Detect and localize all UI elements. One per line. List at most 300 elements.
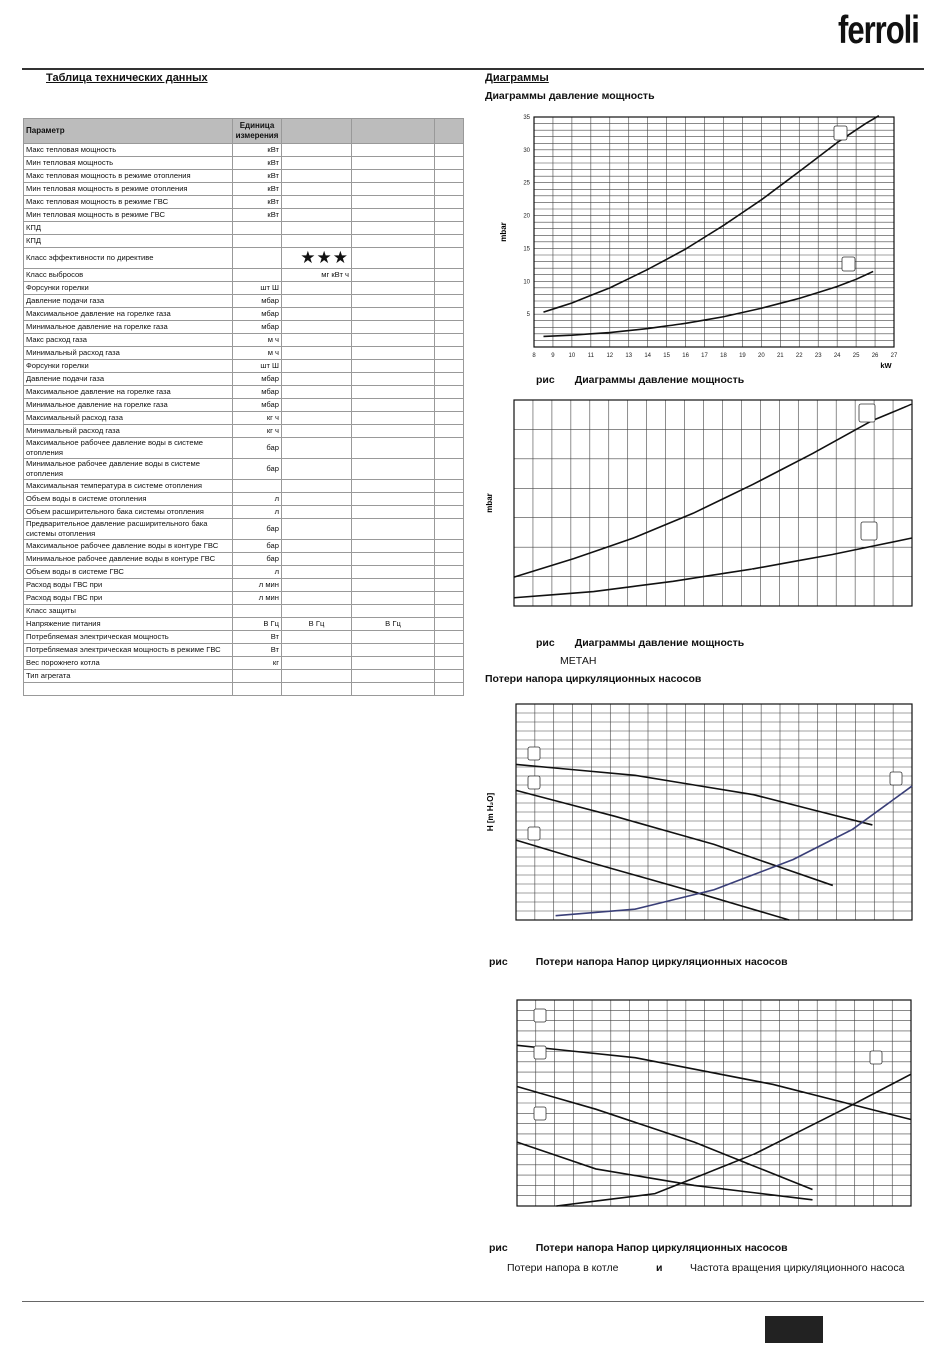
value-cell xyxy=(435,222,464,235)
fig3-caption: рис Потери напора Напор циркуляционных насосов xyxy=(489,956,788,968)
x-tick-label: 19 xyxy=(739,353,746,359)
legend-note-a: Потери напора в котле xyxy=(507,1262,619,1274)
value-cell xyxy=(435,553,464,566)
value-cell xyxy=(435,644,464,657)
x-tick-label: 23 xyxy=(814,353,822,359)
unit-cell: мбар xyxy=(233,386,282,399)
y-axis-label: mbar xyxy=(499,222,508,242)
x-tick-label: 22 xyxy=(795,353,803,359)
value-cell xyxy=(282,399,352,412)
table-row xyxy=(24,618,464,631)
table-row xyxy=(24,308,464,321)
pump-head-chart-2 xyxy=(505,996,915,1208)
unit-cell xyxy=(233,605,282,618)
value-cell xyxy=(352,644,435,657)
header-rule xyxy=(22,68,924,70)
value-cell xyxy=(435,373,464,386)
value-cell xyxy=(352,553,435,566)
table-row xyxy=(24,553,464,566)
value-cell xyxy=(352,196,435,209)
value-cell xyxy=(282,157,352,170)
table-header-cell xyxy=(435,119,464,144)
table-row xyxy=(24,657,464,670)
unit-cell: кВт xyxy=(233,170,282,183)
param-cell: Вес порожнего котла xyxy=(24,657,233,670)
value-cell xyxy=(282,592,352,605)
curve-marker-box xyxy=(842,257,855,271)
value-cell xyxy=(352,412,435,425)
table-row xyxy=(24,360,464,373)
value-cell xyxy=(352,321,435,334)
x-tick-label: 18 xyxy=(720,353,727,359)
param-cell: Давление подачи газа xyxy=(24,373,233,386)
unit-cell xyxy=(233,269,282,282)
table-header-cell xyxy=(352,119,435,144)
value-cell xyxy=(352,493,435,506)
table-row xyxy=(24,386,464,399)
y-tick-label: 25 xyxy=(523,180,530,187)
tech-data-table xyxy=(23,118,464,696)
table-row xyxy=(24,334,464,347)
curve-marker-box xyxy=(528,747,540,760)
unit-cell: м ч xyxy=(233,334,282,347)
value-cell xyxy=(435,683,464,696)
x-tick-label: 17 xyxy=(701,353,708,359)
x-tick-label: 21 xyxy=(776,353,784,359)
unit-cell: кг ч xyxy=(233,425,282,438)
param-cell: Форсунки горелки xyxy=(24,282,233,295)
value-cell xyxy=(352,605,435,618)
unit-cell xyxy=(233,670,282,683)
unit-cell: шт Ш xyxy=(233,282,282,295)
curve-marker-box xyxy=(890,772,902,785)
unit-cell: бар xyxy=(233,459,282,480)
value-cell xyxy=(352,592,435,605)
unit-cell: бар xyxy=(233,553,282,566)
param-cell: Мин тепловая мощность xyxy=(24,157,233,170)
table-row xyxy=(24,196,464,209)
value-cell xyxy=(352,670,435,683)
table-row xyxy=(24,566,464,579)
y-axis-label: H [m H₂O] xyxy=(486,792,495,832)
table-row xyxy=(24,506,464,519)
value-cell xyxy=(282,282,352,295)
y-tick-label: 20 xyxy=(523,213,530,220)
value-cell xyxy=(282,644,352,657)
unit-cell xyxy=(233,235,282,248)
value-cell xyxy=(352,373,435,386)
value-cell xyxy=(282,540,352,553)
value-cell xyxy=(435,459,464,480)
value-cell xyxy=(282,347,352,360)
x-tick-label: 26 xyxy=(871,353,879,359)
value-cell xyxy=(282,209,352,222)
param-cell: Тип агрегата xyxy=(24,670,233,683)
value-cell xyxy=(352,566,435,579)
x-tick-label: 9 xyxy=(551,353,555,359)
series-line xyxy=(516,840,789,920)
value-cell xyxy=(352,683,435,696)
value-cell xyxy=(435,506,464,519)
table-row xyxy=(24,631,464,644)
value-cell xyxy=(282,170,352,183)
value-cell xyxy=(435,605,464,618)
value-cell xyxy=(435,235,464,248)
value-cell xyxy=(282,438,352,459)
table-header-row xyxy=(24,119,464,144)
value-cell xyxy=(282,308,352,321)
fig2-gas-label: МЕТАН xyxy=(560,655,597,667)
unit-cell: мбар xyxy=(233,321,282,334)
value-cell xyxy=(435,209,464,222)
param-cell: Минимальное давление на горелке газа xyxy=(24,321,233,334)
value-cell xyxy=(435,670,464,683)
curve-marker-box xyxy=(870,1051,882,1064)
value-cell xyxy=(435,248,464,269)
value-cell xyxy=(282,196,352,209)
param-cell: Макс тепловая мощность в режиме отопления xyxy=(24,170,233,183)
table-row xyxy=(24,540,464,553)
value-cell xyxy=(435,170,464,183)
param-cell: Класс выбросов xyxy=(24,269,233,282)
value-cell xyxy=(435,386,464,399)
x-tick-label: 13 xyxy=(625,353,633,359)
table-row xyxy=(24,438,464,459)
x-tick-label: 20 xyxy=(758,353,765,359)
x-tick-label: 15 xyxy=(663,353,670,359)
unit-cell: Вт xyxy=(233,644,282,657)
value-cell: В Гц xyxy=(352,618,435,631)
table-row xyxy=(24,235,464,248)
table-row xyxy=(24,144,464,157)
param-cell: Мин тепловая мощность в режиме ГВС xyxy=(24,209,233,222)
table-row xyxy=(24,295,464,308)
x-tick-label: 14 xyxy=(644,353,652,359)
table-row xyxy=(24,412,464,425)
table-row xyxy=(24,183,464,196)
value-cell xyxy=(435,269,464,282)
param-cell: Максимальный расход газа xyxy=(24,412,233,425)
value-cell xyxy=(282,144,352,157)
param-cell: Минимальный расход газа xyxy=(24,425,233,438)
param-cell: Мин тепловая мощность в режиме отопления xyxy=(24,183,233,196)
table-row xyxy=(24,321,464,334)
y-tick-label: 15 xyxy=(523,246,530,253)
param-cell: Объем расширительного бака системы отопления xyxy=(24,506,233,519)
value-cell xyxy=(352,170,435,183)
table-row xyxy=(24,459,464,480)
unit-cell: В Гц xyxy=(233,618,282,631)
diagrams-subtitle: Диаграммы давление мощность xyxy=(485,90,655,102)
unit-cell: кг xyxy=(233,657,282,670)
value-cell xyxy=(352,235,435,248)
value-cell xyxy=(352,282,435,295)
param-cell: Макс расход газа xyxy=(24,334,233,347)
param-cell: Макс тепловая мощность xyxy=(24,144,233,157)
unit-cell: м ч xyxy=(233,347,282,360)
value-cell xyxy=(282,321,352,334)
y-tick-label: 35 xyxy=(523,115,530,121)
value-cell xyxy=(435,519,464,540)
value-cell xyxy=(352,360,435,373)
value-cell xyxy=(282,386,352,399)
value-cell xyxy=(352,334,435,347)
curve-marker-box xyxy=(528,827,540,840)
param-cell: Класс защиты xyxy=(24,605,233,618)
unit-cell xyxy=(233,248,282,269)
pressure-power-chart-2 xyxy=(484,396,916,610)
unit-cell xyxy=(233,222,282,235)
value-cell xyxy=(435,196,464,209)
unit-cell: л xyxy=(233,566,282,579)
value-cell xyxy=(435,308,464,321)
param-cell: Максимальное рабочее давление воды в системе отопления xyxy=(24,438,233,459)
unit-cell xyxy=(233,683,282,696)
value-cell xyxy=(282,605,352,618)
x-tick-label: 25 xyxy=(852,353,860,359)
table-row xyxy=(24,592,464,605)
table-row xyxy=(24,493,464,506)
unit-cell: кг ч xyxy=(233,412,282,425)
value-cell xyxy=(435,183,464,196)
unit-cell: мбар xyxy=(233,308,282,321)
x-tick-label: 12 xyxy=(606,353,614,359)
value-cell xyxy=(352,631,435,644)
x-tick-label: 10 xyxy=(568,353,576,359)
value-cell xyxy=(435,144,464,157)
unit-cell xyxy=(233,480,282,493)
curve-marker-box xyxy=(834,126,847,140)
value-cell xyxy=(435,592,464,605)
fig1-caption: рис Диаграммы давление мощность xyxy=(536,374,745,386)
value-cell xyxy=(435,425,464,438)
grid xyxy=(516,704,912,920)
x-tick-label: 27 xyxy=(890,353,898,359)
unit-cell: мбар xyxy=(233,373,282,386)
curve-marker-box xyxy=(859,404,875,422)
value-cell xyxy=(282,412,352,425)
value-cell xyxy=(435,438,464,459)
curve-marker-box xyxy=(528,776,540,789)
unit-cell: л мин xyxy=(233,579,282,592)
unit-cell: бар xyxy=(233,438,282,459)
y-tick-label: 5 xyxy=(526,312,530,319)
value-cell xyxy=(352,657,435,670)
value-cell xyxy=(435,480,464,493)
value-cell xyxy=(352,295,435,308)
unit-cell: кВт xyxy=(233,196,282,209)
value-cell xyxy=(435,295,464,308)
unit-cell: кВт xyxy=(233,183,282,196)
param-cell: Минимальное давление на горелке газа xyxy=(24,399,233,412)
table-row xyxy=(24,480,464,493)
curve-marker-box xyxy=(861,522,877,540)
table-row xyxy=(24,222,464,235)
value-cell xyxy=(435,631,464,644)
table-header-cell xyxy=(282,119,352,144)
param-cell: Расход воды ГВС при xyxy=(24,579,233,592)
value-cell xyxy=(435,566,464,579)
tech-table-title: Таблица технических данных xyxy=(46,72,208,84)
unit-cell: кВт xyxy=(233,209,282,222)
param-cell: Давление подачи газа xyxy=(24,295,233,308)
y-tick-label: 30 xyxy=(523,147,530,154)
series-line xyxy=(556,1074,911,1206)
value-cell xyxy=(282,683,352,696)
table-row xyxy=(24,157,464,170)
x-tick-label: 16 xyxy=(682,353,689,359)
value-cell xyxy=(282,579,352,592)
value-cell xyxy=(352,209,435,222)
value-cell xyxy=(282,235,352,248)
value-cell xyxy=(282,360,352,373)
diagrams-title: Диаграммы xyxy=(485,72,549,84)
value-cell xyxy=(435,399,464,412)
series-line xyxy=(543,116,878,312)
value-cell xyxy=(352,425,435,438)
fig2-caption: рис Диаграммы давление мощность xyxy=(536,637,745,649)
unit-cell: кВт xyxy=(233,144,282,157)
value-cell xyxy=(352,157,435,170)
param-cell: Максимальное давление на горелке газа xyxy=(24,308,233,321)
value-cell xyxy=(435,360,464,373)
y-tick-label: 10 xyxy=(523,279,530,286)
value-cell xyxy=(435,412,464,425)
y-axis-label: mbar xyxy=(485,493,494,513)
value-cell xyxy=(352,144,435,157)
value-cell: мг кВт ч xyxy=(282,269,352,282)
value-cell xyxy=(352,438,435,459)
value-cell xyxy=(282,295,352,308)
brand-logo: ferroli xyxy=(838,8,919,52)
legend-note-b: Частота вращения циркуляционного насоса xyxy=(690,1262,905,1274)
value-cell xyxy=(435,657,464,670)
value-cell xyxy=(282,566,352,579)
param-cell: Потребляемая электрическая мощность xyxy=(24,631,233,644)
param-cell: Объем воды в системе отопления xyxy=(24,493,233,506)
value-cell xyxy=(282,493,352,506)
table-row xyxy=(24,347,464,360)
curve-marker-box xyxy=(534,1107,546,1120)
unit-cell: л мин xyxy=(233,592,282,605)
param-cell: Минимальное рабочее давление воды в контуре ГВС xyxy=(24,553,233,566)
x-tick-label: 24 xyxy=(833,353,841,359)
table-row xyxy=(24,670,464,683)
param-cell: Макс тепловая мощность в режиме ГВС xyxy=(24,196,233,209)
param-cell: Расход воды ГВС при xyxy=(24,592,233,605)
param-cell: КПД xyxy=(24,235,233,248)
value-cell xyxy=(282,657,352,670)
param-cell: Максимальное рабочее давление воды в контуре ГВС xyxy=(24,540,233,553)
param-cell: Минимальное рабочее давление воды в системе отопления xyxy=(24,459,233,480)
value-cell xyxy=(282,506,352,519)
series-line xyxy=(516,764,872,824)
param-cell: Максимальное давление на горелке газа xyxy=(24,386,233,399)
table-row xyxy=(24,579,464,592)
value-cell xyxy=(352,540,435,553)
unit-cell: кВт xyxy=(233,157,282,170)
value-cell xyxy=(282,670,352,683)
value-cell xyxy=(282,425,352,438)
value-cell xyxy=(435,540,464,553)
unit-cell: л xyxy=(233,493,282,506)
table-row xyxy=(24,248,464,269)
value-cell xyxy=(435,347,464,360)
value-cell xyxy=(282,373,352,386)
series-line xyxy=(517,1087,813,1190)
table-row xyxy=(24,209,464,222)
value-cell xyxy=(282,553,352,566)
fig4-caption: рис Потери напора Напор циркуляционных насосов xyxy=(489,1242,788,1254)
value-cell xyxy=(282,459,352,480)
pressure-power-chart-1 xyxy=(500,112,910,376)
table-row xyxy=(24,644,464,657)
param-cell: Максимальная температура в системе отопления xyxy=(24,480,233,493)
table-row xyxy=(24,425,464,438)
value-cell xyxy=(282,183,352,196)
value-cell xyxy=(352,308,435,321)
legend-note-and: и xyxy=(656,1262,663,1274)
value-cell xyxy=(352,222,435,235)
table-row xyxy=(24,170,464,183)
value-cell xyxy=(435,493,464,506)
table-row xyxy=(24,519,464,540)
value-cell xyxy=(282,222,352,235)
value-cell xyxy=(352,519,435,540)
series-line xyxy=(516,790,833,885)
table-row xyxy=(24,605,464,618)
value-cell xyxy=(435,157,464,170)
curve-marker-box xyxy=(534,1009,546,1022)
x-tick-label: 11 xyxy=(587,353,594,359)
value-cell xyxy=(282,519,352,540)
value-cell xyxy=(435,579,464,592)
table-header-cell: Параметр xyxy=(24,119,233,144)
pump-head-chart-1 xyxy=(484,700,916,924)
value-cell xyxy=(352,347,435,360)
x-tick-label: 8 xyxy=(532,353,536,359)
param-cell: Напряжение питания xyxy=(24,618,233,631)
param-cell: Объем воды в системе ГВС xyxy=(24,566,233,579)
value-cell xyxy=(352,480,435,493)
table-row xyxy=(24,269,464,282)
value-cell xyxy=(352,248,435,269)
param-cell: Форсунки горелки xyxy=(24,360,233,373)
param-cell: КПД xyxy=(24,222,233,235)
table-row xyxy=(24,373,464,386)
table-row xyxy=(24,399,464,412)
table-row xyxy=(24,683,464,696)
page-number-box xyxy=(765,1316,823,1343)
value-cell xyxy=(435,334,464,347)
unit-cell: бар xyxy=(233,540,282,553)
value-cell xyxy=(282,480,352,493)
value-cell xyxy=(435,282,464,295)
value-cell xyxy=(352,386,435,399)
value-cell xyxy=(435,321,464,334)
value-cell xyxy=(352,579,435,592)
footer-rule xyxy=(22,1301,924,1302)
unit-cell: бар xyxy=(233,519,282,540)
x-axis-label: kW xyxy=(880,361,892,370)
value-cell: В Гц xyxy=(282,618,352,631)
param-cell: Класс эффективности по директиве xyxy=(24,248,233,269)
value-cell xyxy=(352,399,435,412)
value-cell xyxy=(352,506,435,519)
table-header-cell: Единица измерения xyxy=(233,119,282,144)
unit-cell: мбар xyxy=(233,295,282,308)
curve-marker-box xyxy=(534,1046,546,1059)
